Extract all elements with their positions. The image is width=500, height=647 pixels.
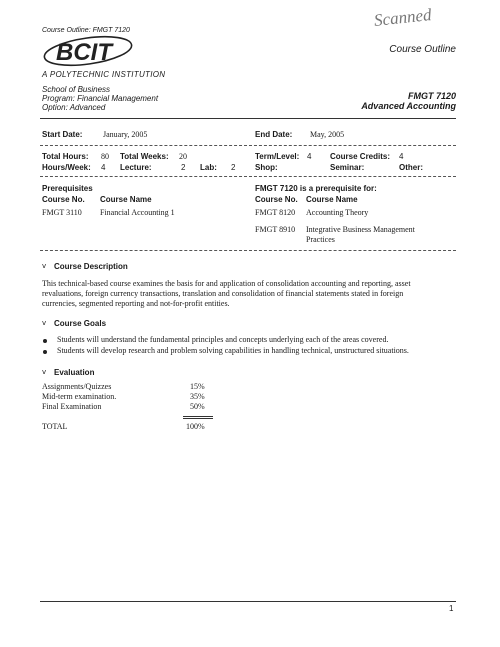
logo-text: BCIT [56,39,112,66]
school-name: School of Business [42,85,111,94]
total-weeks-label: Total Weeks: [120,152,169,161]
evaluation-label: Final Examination [42,402,102,411]
bullet-icon [43,339,47,343]
total-hours-label: Total Hours: [42,152,89,161]
description-line: revaluations, foreign currency transactions, translation and consolidation of financial statements stated in foreign [42,289,404,298]
header-divider [40,118,456,119]
evaluation-label: Mid-term examination. [42,392,117,401]
prereq-for-course-name: Accounting Theory [306,208,369,217]
tagline: A POLYTECHNIC INSTITUTION [42,70,166,79]
lab-value: 2 [231,163,236,172]
start-date-label: Start Date: [42,130,83,139]
course-credits-label: Course Credits: [330,152,391,161]
evaluation-total-value: 100% [186,422,205,431]
prereq-col-course-no: Course No. [42,195,85,204]
shop-label: Shop: [255,163,278,172]
goal-item: Students will develop research and problem solving capabilities in handling technical, unstructured situations. [57,346,409,355]
prereq-for-col-course-no: Course No. [255,195,298,204]
bcit-logo [40,34,135,68]
evaluation-label: Assignments/Quizzes [42,382,112,391]
program-name: Program: Financial Management [42,94,159,103]
page-number: 1 [449,604,454,613]
prereq-for-course-name-line2: Practices [306,235,335,244]
prereq-for-col-course-name: Course Name [306,195,358,204]
prereq-divider [40,250,456,251]
other-label: Other: [399,163,423,172]
lecture-value: 2 [181,163,186,172]
goal-item: Students will understand the fundamental principles and concepts underlying each of the areas covered. [57,335,389,344]
prereq-for-course-no: FMGT 8120 [255,208,296,217]
chevron-down-icon: v [42,319,47,327]
schedule-bottom-divider [40,176,456,177]
term-level-value: 4 [307,152,312,161]
course-outline-code: Course Outline: FMGT 7120 [42,27,130,34]
seminar-label: Seminar: [330,163,365,172]
hours-week-label: Hours/Week: [42,163,91,172]
prerequisites-heading: Prerequisites [42,184,93,193]
description-line: currencies, segmented reporting and not-for-profit entities. [42,299,230,308]
evaluation-value: 50% [190,402,205,411]
footer-divider [40,601,456,602]
hours-week-value: 4 [101,163,106,172]
lab-label: Lab: [200,163,217,172]
document-type: Course Outline [389,44,456,55]
chevron-down-icon: v [42,368,47,376]
evaluation-value: 35% [190,392,205,401]
prereq-course-no: FMGT 3110 [42,208,82,217]
total-rule [183,416,213,417]
total-hours-value: 80 [101,152,109,161]
prereq-course-name: Financial Accounting 1 [100,208,175,217]
lecture-label: Lecture: [120,163,152,172]
evaluation-heading: Evaluation [54,368,95,377]
description-line: This technical-based course examines the basis for and application of consolidation accounting and reporting, asset [42,279,411,288]
end-date-value: May, 2005 [310,130,345,139]
term-level-label: Term/Level: [255,152,300,161]
course-credits-value: 4 [399,152,404,161]
chevron-down-icon: v [42,262,47,270]
prereq-for-course-name: Integrative Business Management [306,225,415,234]
bullet-icon [43,350,47,354]
handwritten-note: Scanned [373,5,433,30]
end-date-label: End Date: [255,130,293,139]
schedule-divider [40,145,456,146]
start-date-value: January, 2005 [103,130,148,139]
total-weeks-value: 20 [179,152,187,161]
course-description-heading: Course Description [54,262,128,271]
prereq-col-course-name: Course Name [100,195,152,204]
course-code: FMGT 7120 [407,91,456,101]
course-goals-heading: Course Goals [54,319,107,328]
prerequisite-for-heading: FMGT 7120 is a prerequisite for: [255,184,377,193]
option-name: Option: Advanced [42,103,106,112]
evaluation-total-label: TOTAL [42,422,68,431]
prereq-for-course-no: FMGT 8910 [255,225,296,234]
evaluation-value: 15% [190,382,205,391]
course-title: Advanced Accounting [361,101,456,111]
total-rule-double [183,418,213,419]
